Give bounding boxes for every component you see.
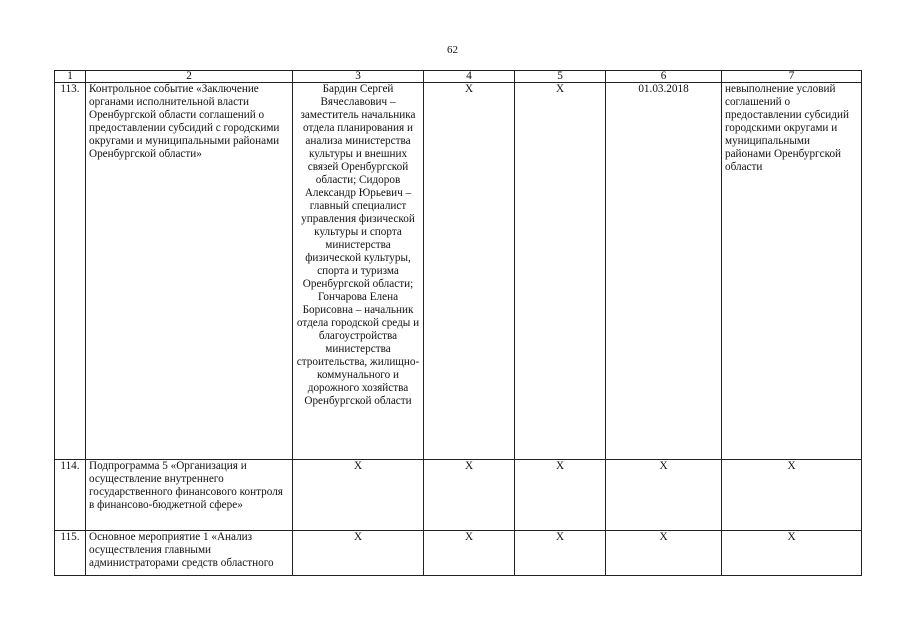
column-header-7: 7	[722, 71, 862, 83]
risk-description: Х	[722, 531, 862, 576]
table-row	[55, 460, 862, 531]
column-header-2: 2	[86, 71, 293, 83]
table-row	[55, 83, 862, 460]
header-row	[55, 71, 862, 83]
control-date: Х	[606, 460, 722, 531]
column-5-value: Х	[515, 460, 606, 531]
row-number: 115.	[55, 531, 86, 576]
column-header-3: 3	[293, 71, 424, 83]
risk-description: невыполнение условий соглашений о предоставлении субсидий городскими округами и муниципальными районами Оренбургской области	[722, 83, 862, 460]
risk-description: Х	[722, 460, 862, 531]
control-date: Х	[606, 531, 722, 576]
event-name: Подпрограмма 5 «Организация и осуществление внутреннего государственного финансового контроля в финансово-бюджетной сфере»	[86, 460, 293, 531]
responsible-persons: Бардин Сергей Вячеславович – заместитель начальника отдела планирования и анализа министерства культуры и внешних связей Оренбургской области; Сидоров Александр Юрьевич – главный специалист управления физической культуры и спорта министерства физической культуры, спорта и туризма Оренбургской области; Гончарова Елена Борисовна – начальник отдела городской среды и благоустройства министерства строительства, жилищно-коммунального и дорожного хозяйства Оренбургской области	[293, 83, 424, 460]
program-table	[54, 70, 862, 576]
responsible-persons: Х	[293, 531, 424, 576]
page-number: 62	[447, 44, 458, 56]
table-row	[55, 531, 862, 576]
responsible-persons: Х	[293, 460, 424, 531]
column-header-5: 5	[515, 71, 606, 83]
control-date: 01.03.2018	[606, 83, 722, 460]
column-header-6: 6	[606, 71, 722, 83]
row-number: 114.	[55, 460, 86, 531]
column-header-4: 4	[424, 71, 515, 83]
column-4-value: Х	[424, 460, 515, 531]
row-number: 113.	[55, 83, 86, 460]
column-4-value: Х	[424, 531, 515, 576]
column-5-value: Х	[515, 531, 606, 576]
column-5-value: Х	[515, 83, 606, 460]
column-4-value: Х	[424, 83, 515, 460]
event-name: Основное мероприятие 1 «Анализ осуществления главными администраторами средств областного	[86, 531, 293, 576]
event-name: Контрольное событие «Заключение органами исполнительной власти Оренбургской области соглашений о предоставлении субсидий с городскими округами и муниципальными районами Оренбургской области»	[86, 83, 293, 460]
column-header-1: 1	[55, 71, 86, 83]
